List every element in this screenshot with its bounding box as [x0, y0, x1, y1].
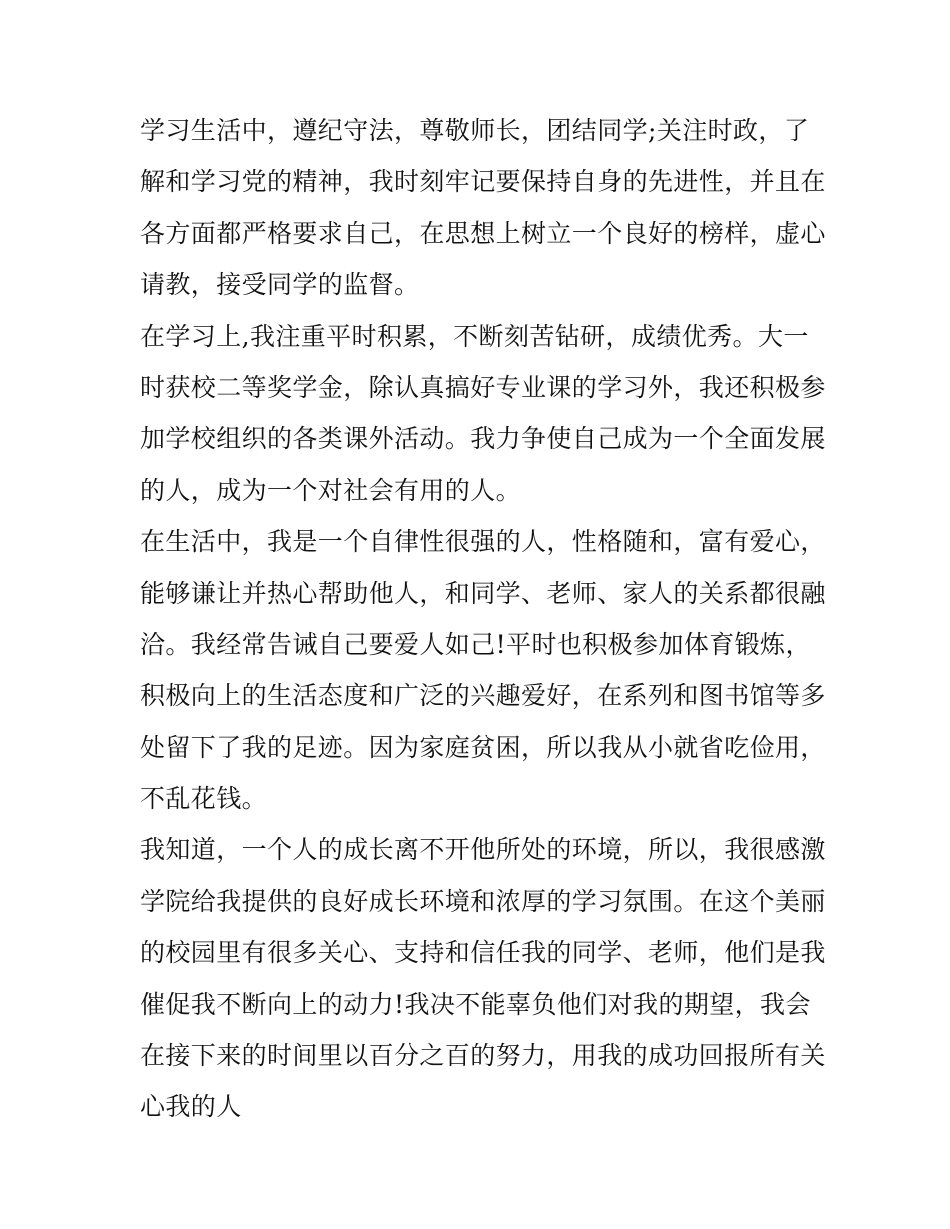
text-line: 在学习上,我注重平时积累，不断刻苦钻研，成绩优秀。大一 [140, 321, 809, 351]
text-line: 加学校组织的各类课外活动。我力争使自己成为一个全面发展 [140, 424, 826, 454]
text-line: 心我的人 [140, 1092, 242, 1122]
text-line: 在生活中，我是一个自律性很强的人，性格随和，富有爱心， [140, 527, 826, 557]
text-line: 积极向上的生活态度和广泛的兴趣爱好，在系列和图书馆等多 [140, 681, 826, 711]
text-line: 不乱花钱。 [140, 784, 268, 814]
text-line: 解和学习党的精神，我时刻牢记要保持自身的先进性，并且在 [140, 167, 826, 197]
text-line: 催促我不断向上的动力!我决不能辜负他们对我的期望，我会 [140, 989, 811, 1019]
text-line: 洽。我经常告诫自己要爱人如己!平时也积极参加体育锻炼， [140, 629, 811, 659]
text-line: 时获校二等奖学金，除认真搞好专业课的学习外，我还积极参 [140, 372, 826, 402]
text-line: 学院给我提供的良好成长环境和浓厚的学习氛围。在这个美丽 [140, 886, 826, 916]
text-line: 我知道，一个人的成长离不开他所处的环境，所以，我很感激 [140, 835, 826, 865]
text-line: 的校园里有很多关心、支持和信任我的同学、老师，他们是我 [140, 938, 826, 968]
text-line: 处留下了我的足迹。因为家庭贫困，所以我从小就省吃俭用， [140, 732, 826, 762]
text-line: 各方面都严格要求自己，在思想上树立一个良好的榜样，虚心 [140, 218, 826, 248]
document-body [140, 105, 826, 1133]
text-line: 请教，接受同学的监督。 [140, 270, 420, 300]
text-line: 学习生活中，遵纪守法，尊敬师长，团结同学;关注时政，了 [140, 116, 810, 145]
text-line: 的人，成为一个对社会有用的人。 [140, 475, 522, 505]
text-line: 能够谦让并热心帮助他人，和同学、老师、家人的关系都很融 [140, 578, 826, 608]
text-line: 在接下来的时间里以百分之百的努力，用我的成功回报所有关 [140, 1041, 826, 1071]
